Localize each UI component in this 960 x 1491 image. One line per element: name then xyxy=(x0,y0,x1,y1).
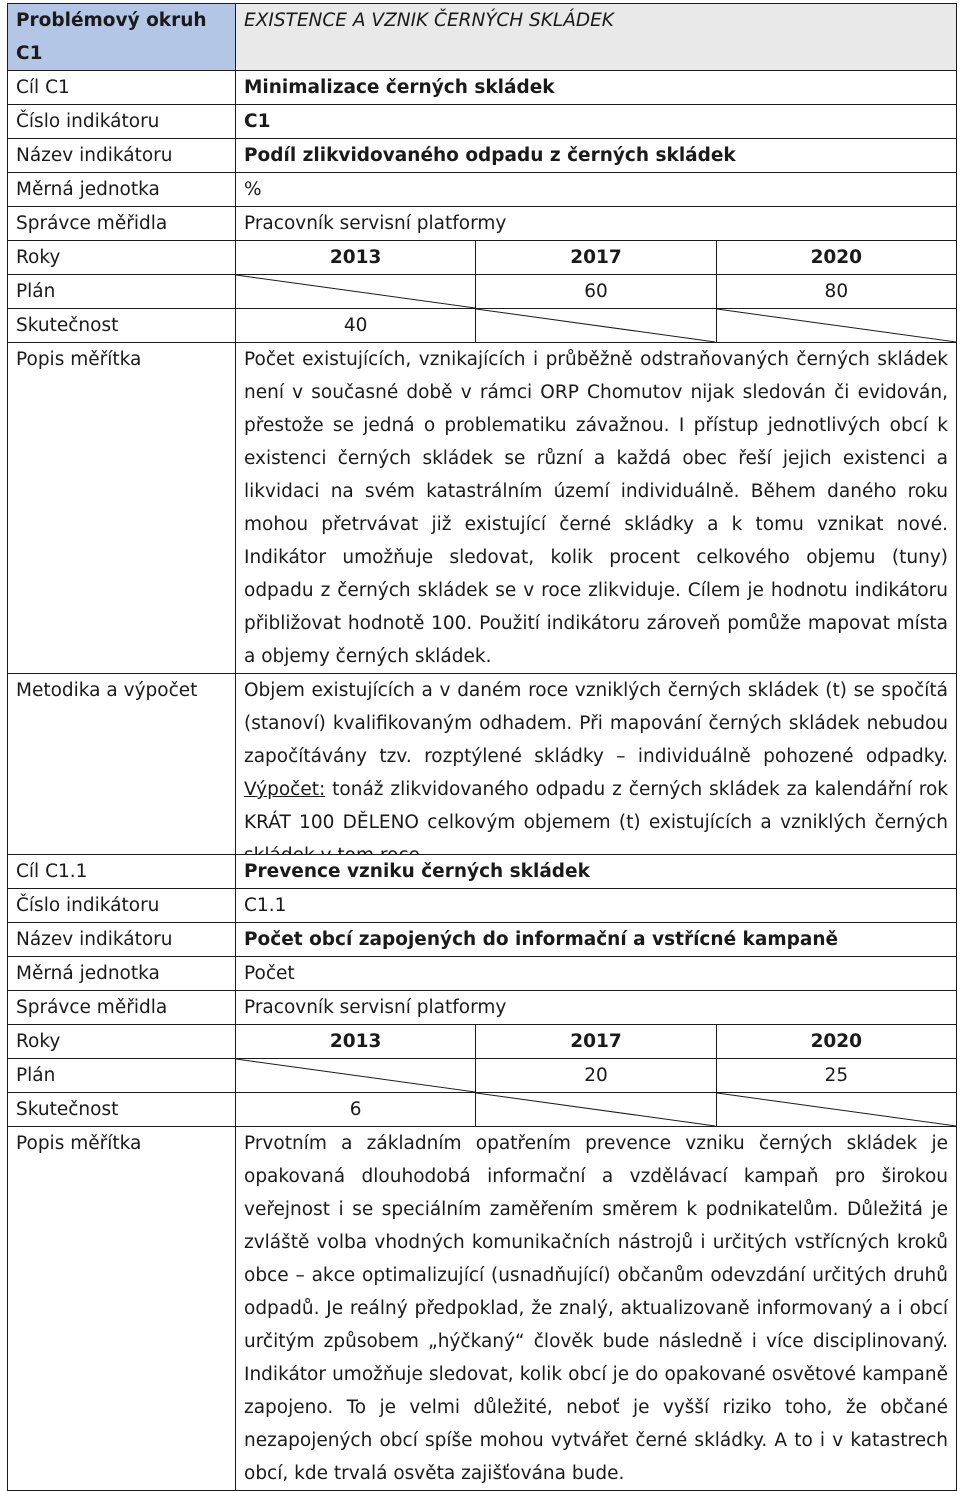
description-text: Počet existujících, vznikajících i průběžně odstraňovaných černých skládek není v současné době v rámci ORP Chomutov nijak sledován či evidován, přestože se jedná o problematiku závažnou. I přístup jednotlivých obcí k existenci černých skládek se různí a každá obec řeší jejich existenci a likvidaci na svém katastrálním území individuálně. Během daného roku mohou přetrvávat již existující černé skládky a k tomu vznikat nové. Indikátor umožňuje sledovat, kolik procent celkového objemu (tuny) odpadu z černých skládek se v roce zlikviduje. Cílem je hodnotu indikátoru přibližovat hodnotě 100. Použití indikátoru zároveň pomůže mapovat místa a objemy černých skládek. xyxy=(236,343,957,674)
row-unit xyxy=(8,957,957,991)
row-unit xyxy=(8,173,957,207)
year-cell: 2013 xyxy=(329,247,382,268)
indicator-name-value: Podíl zlikvidovaného odpadu z černých skládek xyxy=(236,139,957,173)
years-label: Roky xyxy=(8,1025,236,1059)
row-goal xyxy=(8,71,957,105)
actual-cells xyxy=(236,309,957,343)
actual-cell-crossed xyxy=(475,309,715,342)
unit-value: % xyxy=(236,173,957,207)
plan-cell: 20 xyxy=(475,1059,715,1092)
header-row xyxy=(8,4,957,71)
row-indicator-number xyxy=(8,889,957,923)
row-administrator xyxy=(8,991,957,1025)
plan-cell-crossed xyxy=(236,1059,475,1092)
plan-cells xyxy=(236,275,957,309)
row-actual xyxy=(8,1093,957,1127)
year-cell: 2017 xyxy=(475,241,715,274)
indicator-table-c1 xyxy=(7,3,957,907)
indicator-name-label: Název indikátoru xyxy=(8,139,236,173)
actual-cell-crossed xyxy=(716,1093,956,1126)
plan-cells xyxy=(236,1059,957,1093)
row-description xyxy=(8,1127,957,1491)
indicator-number-label: Číslo indikátoru xyxy=(8,105,236,139)
row-method xyxy=(8,674,957,873)
method-calc-text: tonáž zlikvidovaného odpadu z černých skládek za kalendářní rok KRÁT 100 DĚLENO celkovým objemem (t) existujících a vzniklých černých xyxy=(244,779,948,833)
year-cell: 2020 xyxy=(716,241,956,274)
cross-line xyxy=(717,309,956,342)
cross-line xyxy=(236,1059,475,1092)
cross-line xyxy=(476,309,715,342)
actual-label: Skutečnost xyxy=(8,1093,236,1127)
actual-cell-crossed xyxy=(475,1093,715,1126)
row-indicator-name xyxy=(8,923,957,957)
actual-label: Skutečnost xyxy=(8,309,236,343)
actual-cell: 40 xyxy=(343,315,368,336)
problem-area-label: Problémový okruh C1 xyxy=(8,4,236,71)
plan-label: Plán xyxy=(8,1059,236,1093)
indicator-number-label: Číslo indikátoru xyxy=(8,889,236,923)
problem-area-value: EXISTENCE A VZNIK ČERNÝCH SKLÁDEK xyxy=(236,4,957,71)
year-cell: 2013 xyxy=(329,1031,382,1052)
unit-label: Měrná jednotka xyxy=(8,173,236,207)
row-plan xyxy=(8,1059,957,1093)
goal-value: Minimalizace černých skládek xyxy=(236,71,957,105)
method-calc-label: Výpočet: xyxy=(244,779,326,800)
actual-cells xyxy=(236,1093,957,1127)
row-indicator-number xyxy=(8,105,957,139)
method-text: Objem existujících a v daném roce vzniklých černých skládek (t) se spočítá (stanoví) kvalifikovaným odhadem. Při mapování černých skládek nebudou započítávány tzv. rozptýlené skládky – individuálně pohozené odpadky. xyxy=(244,680,948,767)
years-cells xyxy=(236,241,957,275)
plan-cell: 80 xyxy=(716,275,956,308)
description-text: Prvotním a základním opatřením prevence vzniku černých skládek je opakovaná dlouhodobá informační a vzdělávací kampaň pro širokou veřejnost i se speciálním zaměřením směrem k podnikatelům. Důležitá je zvláště volba vhodných komunikačních nástrojů i určitých vstřícných kroků obce – akce optimalizující (usnadňující) občanům odevzdání určitých druhů odpadů. Je reálný předpoklad, že znalý, aktualizovaně informovaný a i obcí určitým způsobem „hýčkaný“ člověk bude následně i více disciplinovaný. Indikátor umožňuje sledovat, kolik obcí je do opakované osvětové kampaně zapojeno. To je velmi důležité, neboť je vyšší riziko toho, že občané nezapojených obcí spíše mohou vytvářet černé skládky. A to i v katastrech obcí, kde trvalá osvěta zajišťována bude. xyxy=(236,1127,957,1491)
goal-label: Cíl C1.1 xyxy=(8,855,236,889)
actual-cell: 6 xyxy=(349,1099,362,1120)
row-actual xyxy=(8,309,957,343)
year-cell: 2017 xyxy=(475,1025,715,1058)
indicator-number-value: C1 xyxy=(236,105,957,139)
administrator-label: Správce měřidla xyxy=(8,207,236,241)
cross-line xyxy=(717,1093,956,1126)
indicator-name-label: Název indikátoru xyxy=(8,923,236,957)
row-goal xyxy=(8,855,957,889)
indicator-name-value: Počet obcí zapojených do informační a vstřícné kampaně xyxy=(236,923,957,957)
description-label: Popis měřítka xyxy=(8,1127,236,1491)
years-label: Roky xyxy=(8,241,236,275)
unit-label: Měrná jednotka xyxy=(8,957,236,991)
cross-line xyxy=(236,275,475,308)
indicator-table-c1-1 xyxy=(7,854,957,1491)
administrator-value: Pracovník servisní platformy xyxy=(236,991,957,1025)
goal-label: Cíl C1 xyxy=(8,71,236,105)
plan-cell: 60 xyxy=(475,275,715,308)
indicator-number-value: C1.1 xyxy=(236,889,957,923)
plan-cell: 25 xyxy=(716,1059,956,1092)
administrator-value: Pracovník servisní platformy xyxy=(236,207,957,241)
cross-line xyxy=(476,1093,715,1126)
method-cell xyxy=(236,674,957,873)
row-indicator-name xyxy=(8,139,957,173)
row-years xyxy=(8,241,957,275)
plan-cell-crossed xyxy=(236,275,475,308)
row-years xyxy=(8,1025,957,1059)
unit-value: Počet xyxy=(236,957,957,991)
description-label: Popis měřítka xyxy=(8,343,236,674)
row-description xyxy=(8,343,957,674)
row-administrator xyxy=(8,207,957,241)
plan-label: Plán xyxy=(8,275,236,309)
actual-cell-crossed xyxy=(716,309,956,342)
administrator-label: Správce měřidla xyxy=(8,991,236,1025)
method-label: Metodika a výpočet xyxy=(8,674,236,873)
years-cells xyxy=(236,1025,957,1059)
year-cell: 2020 xyxy=(716,1025,956,1058)
row-plan xyxy=(8,275,957,309)
goal-value: Prevence vzniku černých skládek xyxy=(236,855,957,889)
